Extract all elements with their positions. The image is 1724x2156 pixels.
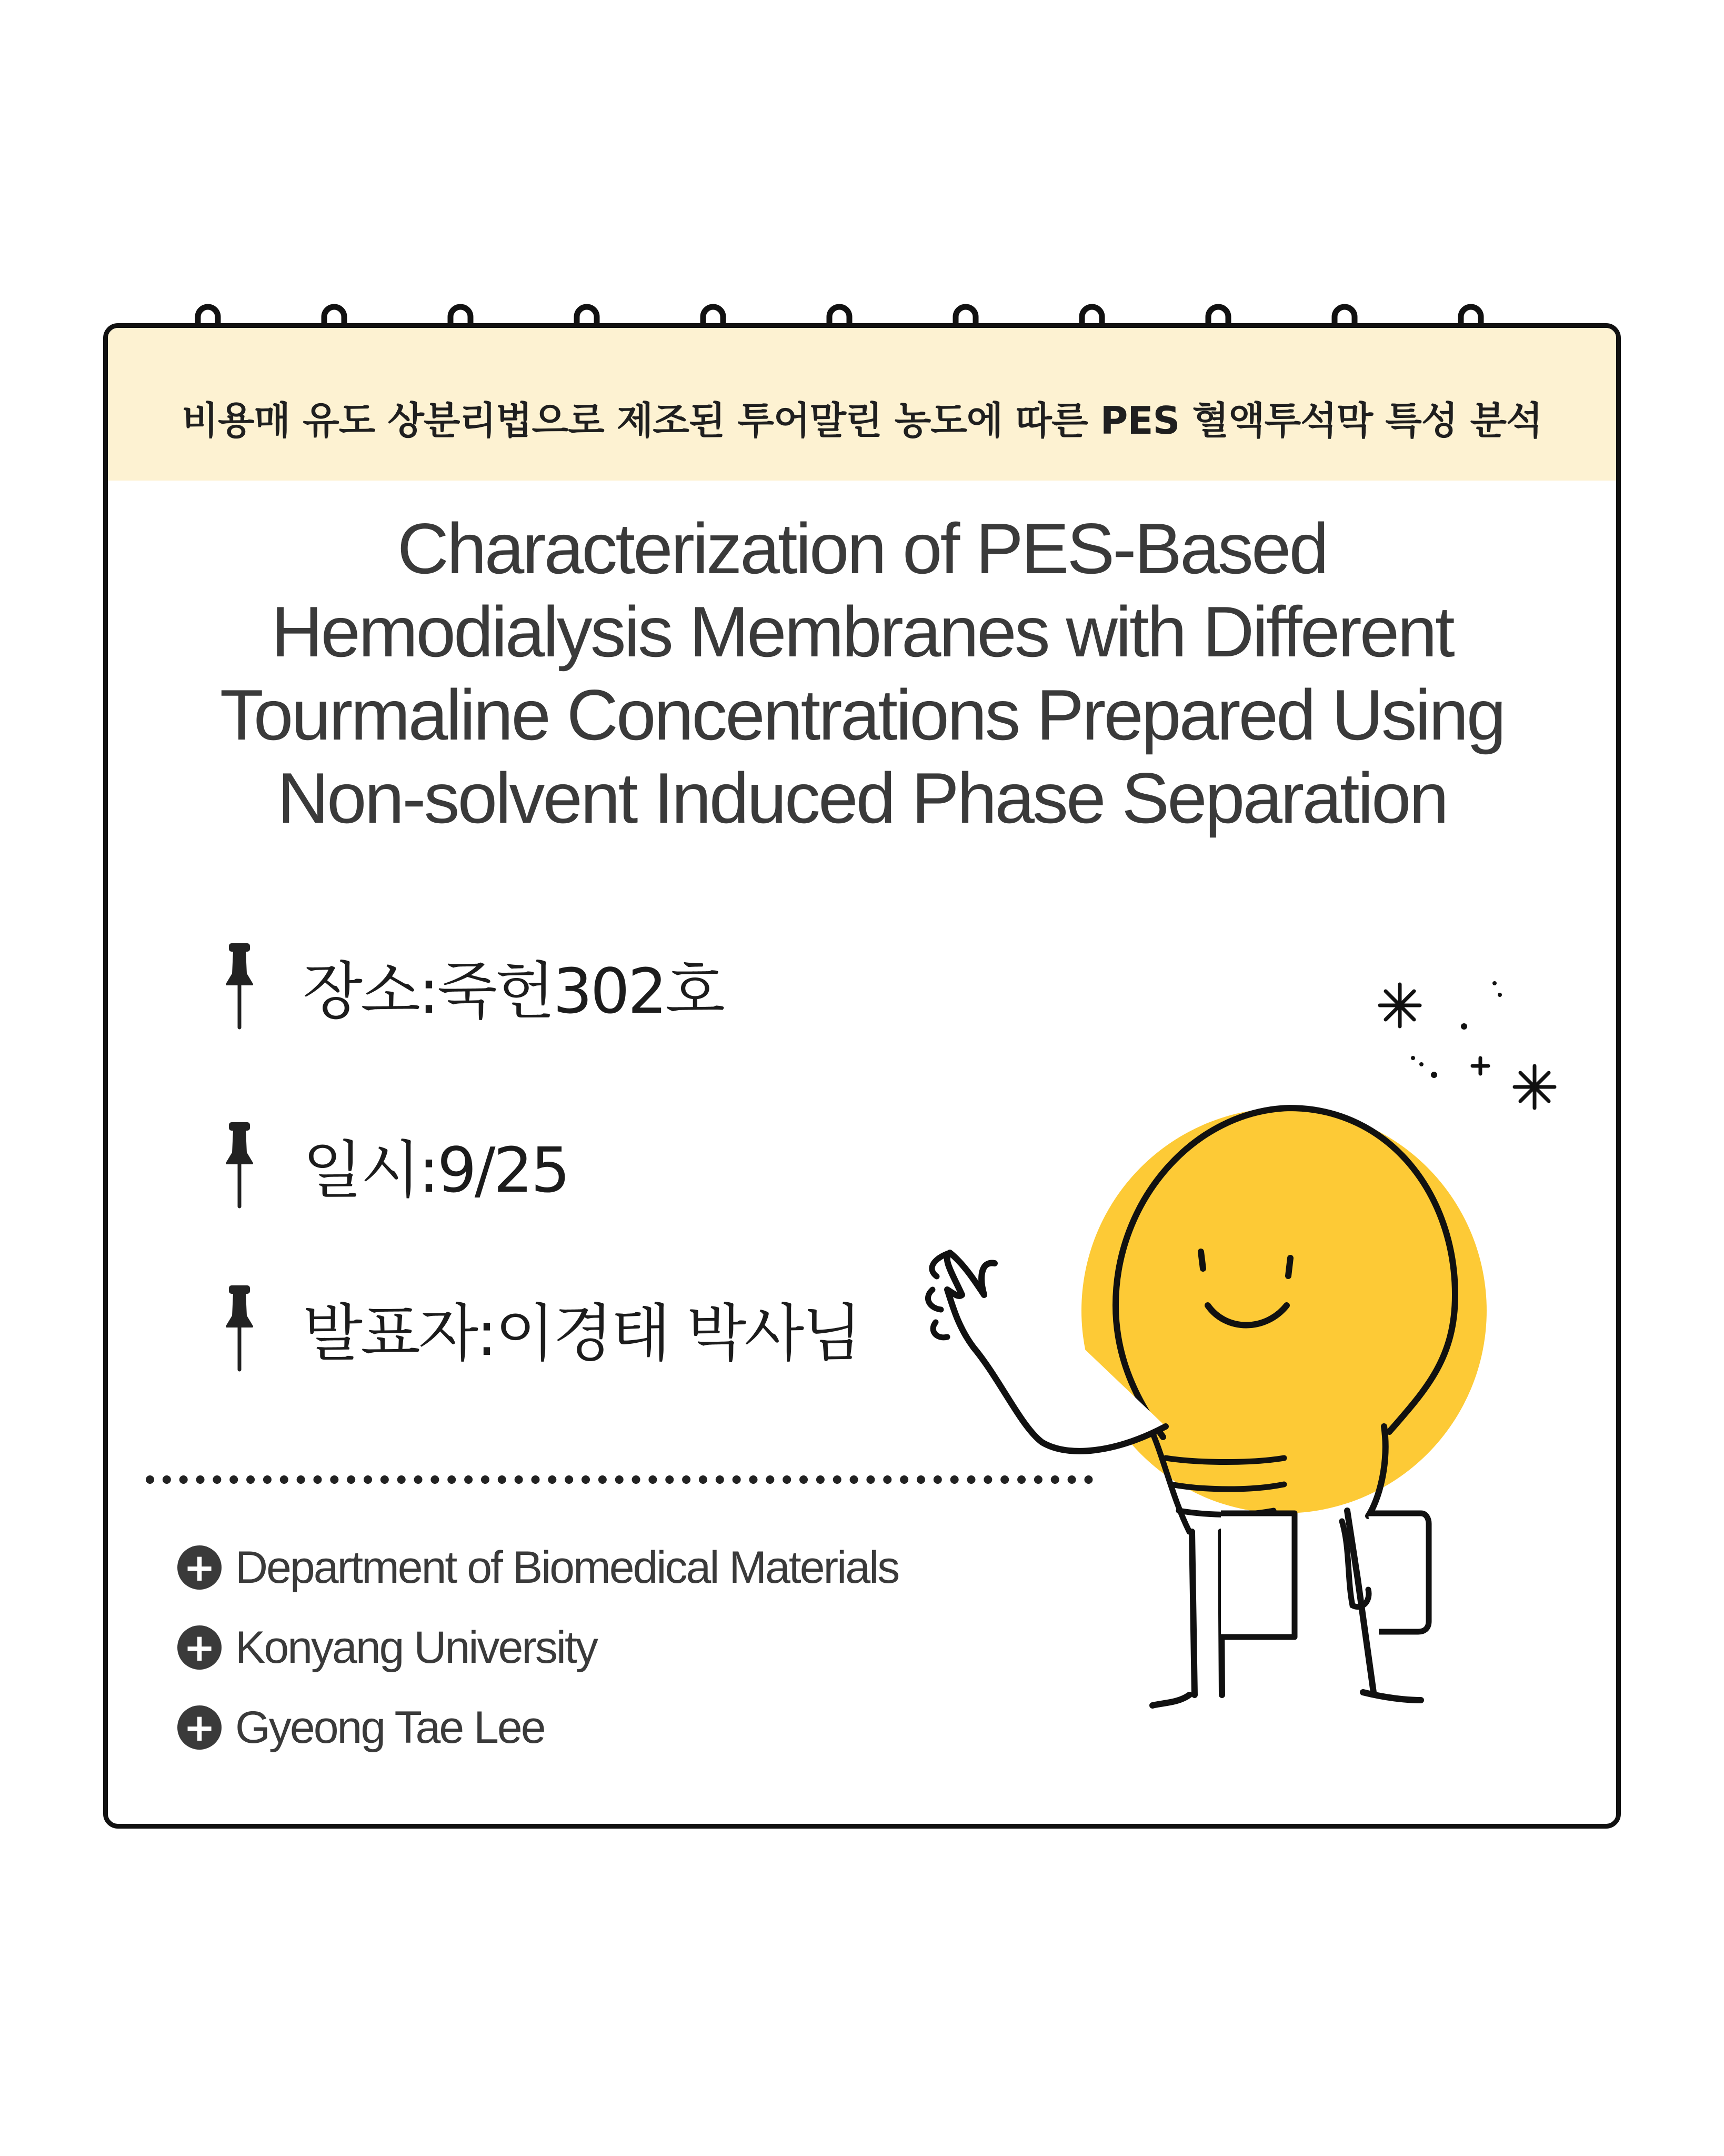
title-line: Hemodialysis Membranes with Different: [271, 592, 1453, 672]
footer-item-department: [177, 1539, 898, 1596]
plus-circle-icon: +: [177, 1625, 222, 1670]
footer-item-university: [177, 1619, 597, 1676]
plus-circle-icon: +: [177, 1705, 222, 1750]
title-line: Characterization of PES-Based: [397, 508, 1327, 588]
plus-circle-icon: +: [177, 1545, 222, 1590]
footer-text: Gyeong Tae Lee: [235, 1702, 545, 1753]
location-text: 장소:죽헌302호: [303, 955, 723, 1027]
book-icon: [1368, 1513, 1429, 1632]
footer-text: Konyang University: [235, 1622, 597, 1673]
presenter-text: 발표자:이경태 박사님: [303, 1297, 860, 1370]
info-date: [218, 1123, 568, 1207]
info-location: [218, 944, 723, 1028]
pushpin-icon: [218, 1120, 260, 1210]
english-title: [129, 507, 1595, 840]
korean-subtitle: 비용매 유도 상분리법으로 제조된 투어말린 농도에 따른 PES 혈액투석막 특성 분석: [182, 398, 1542, 443]
spiral-rings: [0, 0, 1724, 368]
footer-text: Department of Biomedical Materials: [235, 1542, 899, 1593]
footer-item-name: [177, 1699, 545, 1756]
date-text: 일시:9/25: [303, 1134, 568, 1206]
info-presenter: [218, 1286, 860, 1370]
pushpin-icon: [218, 941, 260, 1031]
title-line: Tourmaline Concentrations Prepared Using: [219, 675, 1505, 755]
pushpin-icon: [218, 1283, 260, 1373]
title-line: Non-solvent Induced Phase Separation: [277, 758, 1447, 838]
lightbulb-character-illustration: [821, 926, 1558, 1769]
sparkle-icon: [1380, 984, 1555, 1108]
